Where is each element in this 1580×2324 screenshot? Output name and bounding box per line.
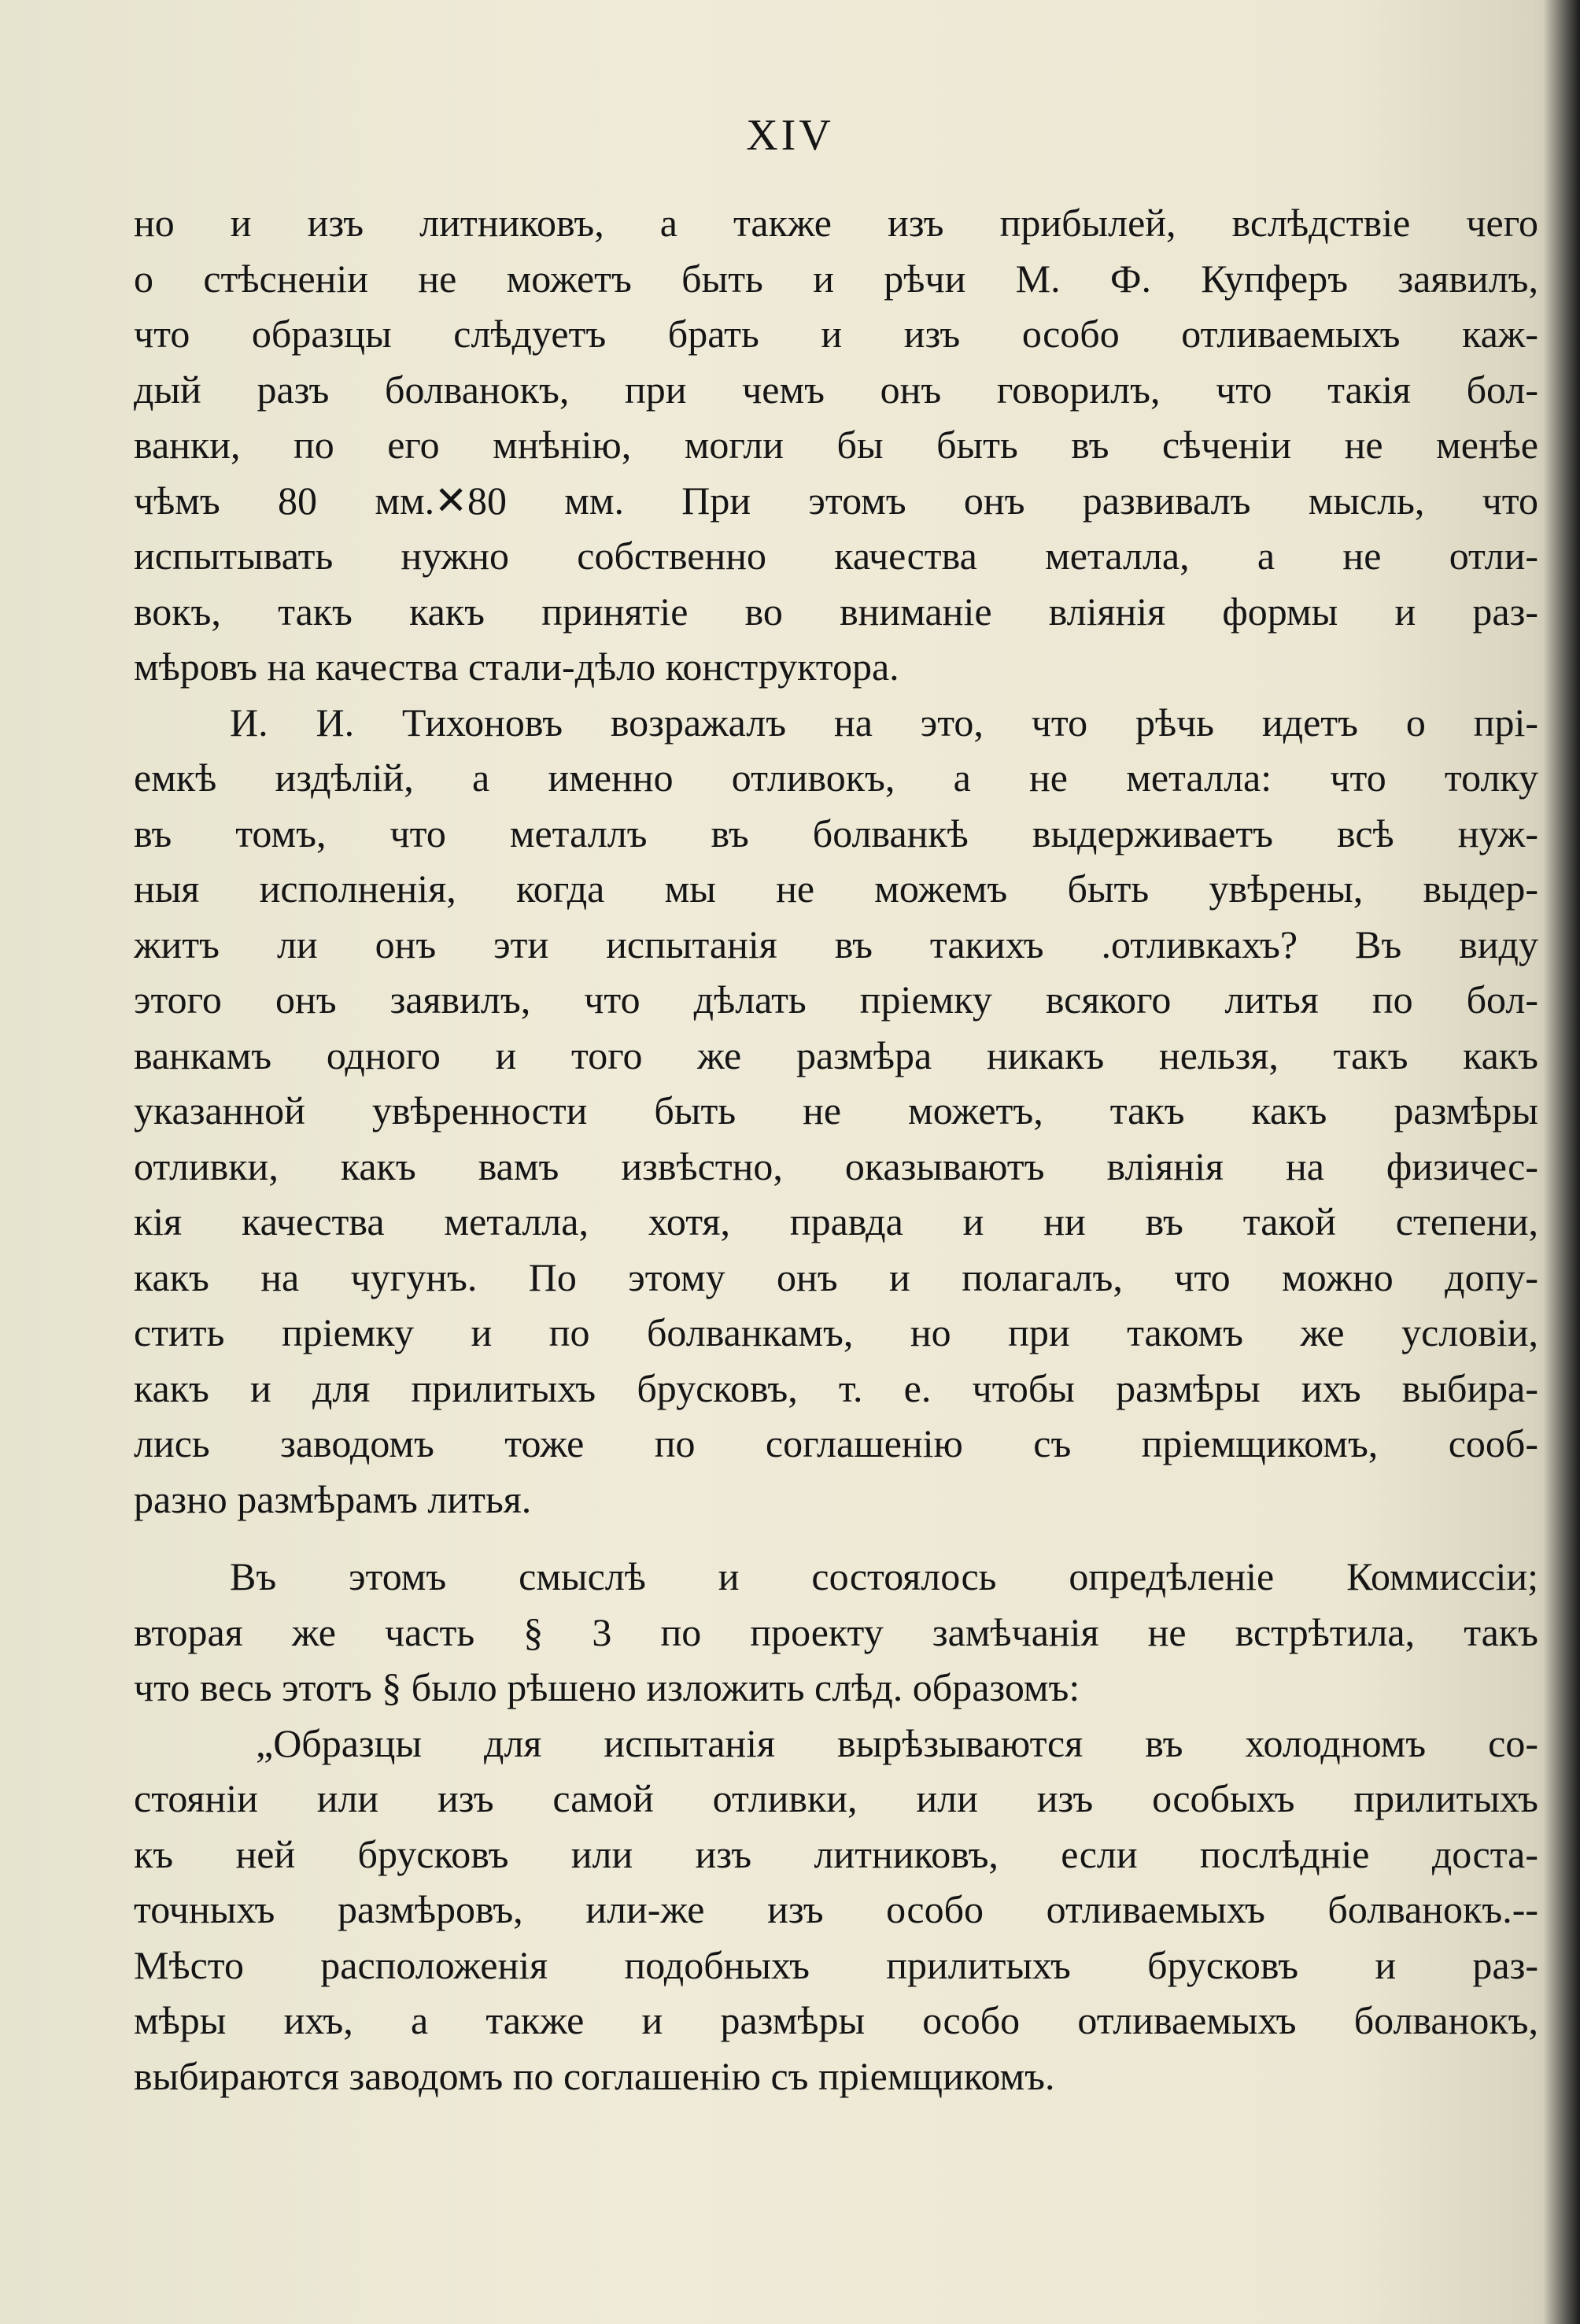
text-line: И. И. Тихоновъ возражалъ на это, что рѣчь идетъ о прі- [230, 700, 1538, 744]
text-line: какъ на чугунъ. По этому онъ и полагалъ, что можно допу- [134, 1254, 1538, 1299]
text-line: „Образцы для испытанія вырѣзываются въ холодномъ со- [256, 1720, 1538, 1765]
text-line: какъ и для прилитыхъ брусковъ, т. е. чтобы размѣры ихъ выбира- [134, 1365, 1538, 1410]
text-line: ванкамъ одного и того же размѣра никакъ нельзя, такъ какъ [134, 1033, 1538, 1077]
text-line: о стѣсненіи не можетъ быть и рѣчи М. Ф. Купферъ заявилъ, [134, 256, 1538, 301]
text-line: вокъ, такъ какъ принятіе во вниманіе вліянія формы и раз- [134, 589, 1538, 634]
text-line: разно размѣрамъ литья. [134, 1476, 532, 1521]
text-line: вторая же часть § 3 по проекту замѣчанія не встрѣтила, такъ [134, 1609, 1538, 1654]
text-line: этого онъ заявилъ, что дѣлать пріемку всякого литья по бол- [134, 977, 1538, 1022]
page-edge-shadow [1544, 0, 1580, 2324]
text-line: но и изъ литниковъ, а также изъ прибылей, вслѣдствіе чего [134, 201, 1538, 245]
text-line: чѣмъ 80 мм.✕80 мм. При этомъ онъ развивалъ мысль, что [134, 478, 1538, 523]
text-line: стояніи или изъ самой отливки, или изъ особыхъ прилитыхъ [134, 1776, 1538, 1820]
text-line: дый разъ болванокъ, при чемъ онъ говорилъ, что такія бол- [134, 367, 1538, 412]
text-line: Въ этомъ смыслѣ и состоялось опредѣленіе Коммиссіи; [230, 1554, 1538, 1598]
text-line: къ ней брусковъ или изъ литниковъ, если послѣдніе доста- [134, 1831, 1538, 1876]
text-line: указанной увѣренности быть не можетъ, такъ какъ размѣры [134, 1088, 1538, 1132]
text-line: что весь этотъ § было рѣшено изложить слѣд. образомъ: [134, 1665, 1080, 1709]
page-number: XIV [746, 111, 834, 160]
text-line: отливки, какъ вамъ извѣстно, оказываютъ вліянія на физичес- [134, 1144, 1538, 1188]
text-line: испытывать нужно собственно качества металла, а не отли- [134, 534, 1538, 578]
text-line: стить пріемку и по болванкамъ, но при такомъ же условіи, [134, 1310, 1538, 1354]
text-line: житъ ли онъ эти испытанія въ такихъ .отливкахъ? Въ виду [134, 922, 1538, 966]
text-line: что образцы слѣдуетъ брать и изъ особо отливаемыхъ каж- [134, 312, 1538, 356]
text-line: выбираются заводомъ по соглашенію съ пріемщикомъ. [134, 2053, 1055, 2098]
text-line: ванки, по его мнѣнію, могли бы быть въ сѣченіи не менѣе [134, 423, 1538, 467]
text-line: лись заводомъ тоже по соглашенію съ пріемщикомъ, сооб- [134, 1421, 1538, 1465]
text-line: кія качества металла, хотя, правда и ни въ такой степени, [134, 1199, 1538, 1243]
text-line: Мѣсто расположенія подобныхъ прилитыхъ брусковъ и раз- [134, 1942, 1538, 1987]
text-line: мѣровъ на качества стали-дѣло конструктора. [134, 645, 899, 689]
text-line: мѣры ихъ, а также и размѣры особо отливаемыхъ болванокъ, [134, 1998, 1538, 2042]
text-line: ныя исполненія, когда мы не можемъ быть увѣрены, выдер- [134, 866, 1538, 911]
text-line: точныхъ размѣровъ, или-же изъ особо отливаемыхъ болванокъ.-- [134, 1887, 1538, 1931]
text-line: въ томъ, что металлъ въ болванкѣ выдерживаетъ всѣ нуж- [134, 811, 1538, 855]
text-line: емкѣ издѣлій, а именно отливокъ, а не металла: что толку [134, 756, 1538, 800]
body-text [134, 195, 1538, 2104]
